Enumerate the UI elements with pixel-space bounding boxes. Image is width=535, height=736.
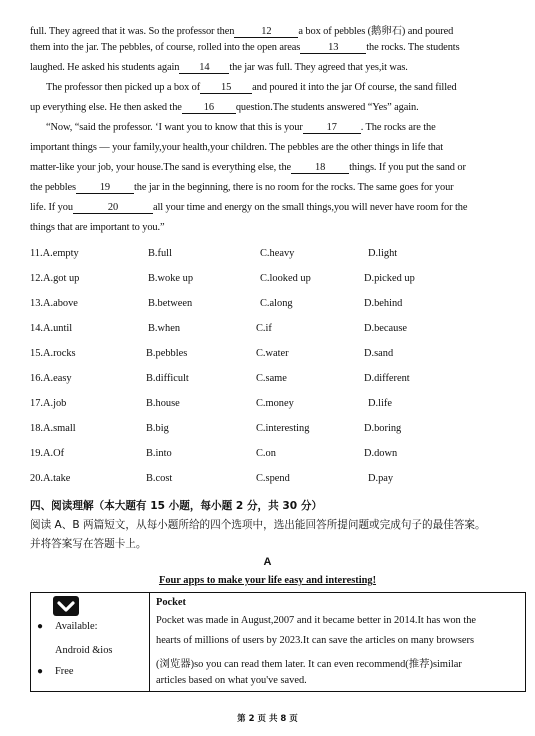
option-17-c[interactable]: C.money bbox=[256, 398, 294, 409]
passage-line: the pebbles 19 the jar in the beginning, there is no room for the rocks. The same goes for your bbox=[30, 182, 454, 193]
passage-subtitle: Four apps to make your life easy and interesting! bbox=[158, 575, 377, 586]
option-19-b[interactable]: B.into bbox=[146, 448, 172, 459]
option-13-a[interactable]: 13.A.above bbox=[30, 298, 78, 309]
option-18-b[interactable]: B.big bbox=[146, 423, 169, 434]
app-table bbox=[30, 592, 526, 692]
option-15-b[interactable]: B.pebbles bbox=[146, 348, 188, 359]
blank-16: 16 bbox=[182, 102, 236, 114]
option-13-b[interactable]: B.between bbox=[148, 298, 193, 309]
option-20-c[interactable]: C.spend bbox=[256, 473, 290, 484]
bullet-icon: ● bbox=[37, 621, 44, 632]
option-14-c[interactable]: C.if bbox=[256, 323, 272, 334]
pocket-logo-icon bbox=[53, 596, 79, 616]
passage-line: things that are important to you.” bbox=[30, 222, 165, 233]
blank-17: 17 bbox=[303, 122, 361, 134]
app-desc-line: articles based on what you've saved. bbox=[156, 675, 307, 686]
instruction-line: 阅读 A、B 两篇短文，从每小题所给的四个选项中，选出能回答所提问题或完成句子的最佳答案。 bbox=[30, 519, 486, 531]
option-14-a[interactable]: 14.A.until bbox=[30, 323, 73, 334]
option-20-d[interactable]: D.pay bbox=[368, 473, 394, 484]
app-desc-line: Pocket was made in August,2007 and it became better in 2014.It has won the bbox=[156, 615, 477, 626]
option-11-a[interactable]: 11.A.empty bbox=[30, 248, 79, 259]
option-15-d[interactable]: D.sand bbox=[364, 348, 394, 359]
option-19-a[interactable]: 19.A.Of bbox=[30, 448, 65, 459]
option-20-a[interactable]: 20.A.take bbox=[30, 473, 71, 484]
passage-letter: A bbox=[263, 556, 272, 568]
section-heading: 四、阅读理解（本大题有 15 小题，每小题 2 分，共 30 分） bbox=[30, 500, 323, 512]
option-15-a[interactable]: 15.A.rocks bbox=[30, 348, 76, 359]
option-17-b[interactable]: B.house bbox=[146, 398, 180, 409]
passage-line: them into the jar. The pebbles, of course, rolled into the open areas 13 the rocks. The students bbox=[30, 42, 460, 53]
option-19-c[interactable]: C.on bbox=[256, 448, 276, 459]
option-18-d[interactable]: D.boring bbox=[364, 423, 402, 434]
app-desc-line: (浏览器)so you can read them later. It can even recommend(推荐)similar bbox=[156, 659, 462, 670]
availability-label: Available: bbox=[55, 621, 98, 632]
blank-13: 13 bbox=[300, 42, 366, 54]
option-16-c[interactable]: C.same bbox=[256, 373, 287, 384]
option-16-d[interactable]: D.different bbox=[364, 373, 410, 384]
blank-20: 20 bbox=[73, 202, 153, 214]
option-17-a[interactable]: 17.A.job bbox=[30, 398, 67, 409]
passage-line: up everything else. He then asked the 16 question.The students answered “Yes” again. bbox=[30, 102, 419, 113]
option-14-d[interactable]: D.because bbox=[364, 323, 407, 334]
option-17-d[interactable]: D.life bbox=[368, 398, 392, 409]
passage-line: laughed. He asked his students again 14 the jar was full. They agreed that yes,it was. bbox=[30, 62, 408, 73]
option-20-b[interactable]: B.cost bbox=[146, 473, 173, 484]
passage-line: important things — your family,your health,your children. The pebbles are the other things in life that bbox=[30, 142, 444, 153]
option-18-c[interactable]: C.interesting bbox=[256, 423, 310, 434]
passage-line: The professor then picked up a box of 15 and poured it into the jar Of course, the sand filled bbox=[46, 82, 457, 93]
option-15-c[interactable]: C.water bbox=[256, 348, 289, 359]
option-12-b[interactable]: B.woke up bbox=[148, 273, 194, 284]
option-19-d[interactable]: D.down bbox=[364, 448, 398, 459]
option-12-d[interactable]: D.picked up bbox=[364, 273, 415, 284]
bullet-icon: ● bbox=[37, 666, 44, 677]
price-label: Free bbox=[55, 666, 74, 677]
passage-line: life. If you 20 all your time and energy on the small things,you will never have room for the bbox=[30, 202, 468, 213]
passage-line: “Now, “said the professor. ‘I want you to know that this is your 17 . The rocks are the bbox=[46, 122, 436, 133]
option-13-c[interactable]: C.along bbox=[260, 298, 293, 309]
option-11-d[interactable]: D.light bbox=[368, 248, 398, 259]
option-13-d[interactable]: D.behind bbox=[364, 298, 403, 309]
app-name: Pocket bbox=[156, 597, 187, 608]
app-info-cell bbox=[31, 593, 150, 692]
blank-14: 14 bbox=[179, 62, 229, 74]
passage-line: full. They agreed that it was. So the professor then 12 a box of pebbles (鹅卵石) and poured bbox=[30, 26, 454, 37]
page-footer: 第 2 页 共 8 页 bbox=[237, 714, 298, 724]
app-desc-cell bbox=[150, 593, 526, 692]
blank-15: 15 bbox=[200, 82, 252, 94]
option-12-c[interactable]: C.looked up bbox=[260, 273, 311, 284]
option-11-c[interactable]: C.heavy bbox=[260, 248, 295, 259]
option-16-b[interactable]: B.difficult bbox=[146, 373, 189, 384]
option-12-a[interactable]: 12.A.got up bbox=[30, 273, 80, 284]
option-16-a[interactable]: 16.A.easy bbox=[30, 373, 72, 384]
blank-18: 18 bbox=[291, 162, 349, 174]
option-18-a[interactable]: 18.A.small bbox=[30, 423, 76, 434]
blank-19: 19 bbox=[76, 182, 134, 194]
passage-line: matter-like your job, your house.The sand is everything else, the 18 things. If you put the sand or bbox=[30, 162, 466, 173]
instruction-line: 并将答案写在答题卡上。 bbox=[30, 538, 147, 550]
app-desc-line: hearts of millions of users by 2023.It can save the articles on many browsers bbox=[156, 635, 474, 646]
platform-label: Android &ios bbox=[55, 645, 113, 656]
option-14-b[interactable]: B.when bbox=[148, 323, 181, 334]
option-11-b[interactable]: B.full bbox=[148, 248, 172, 259]
blank-12: 12 bbox=[234, 26, 298, 38]
